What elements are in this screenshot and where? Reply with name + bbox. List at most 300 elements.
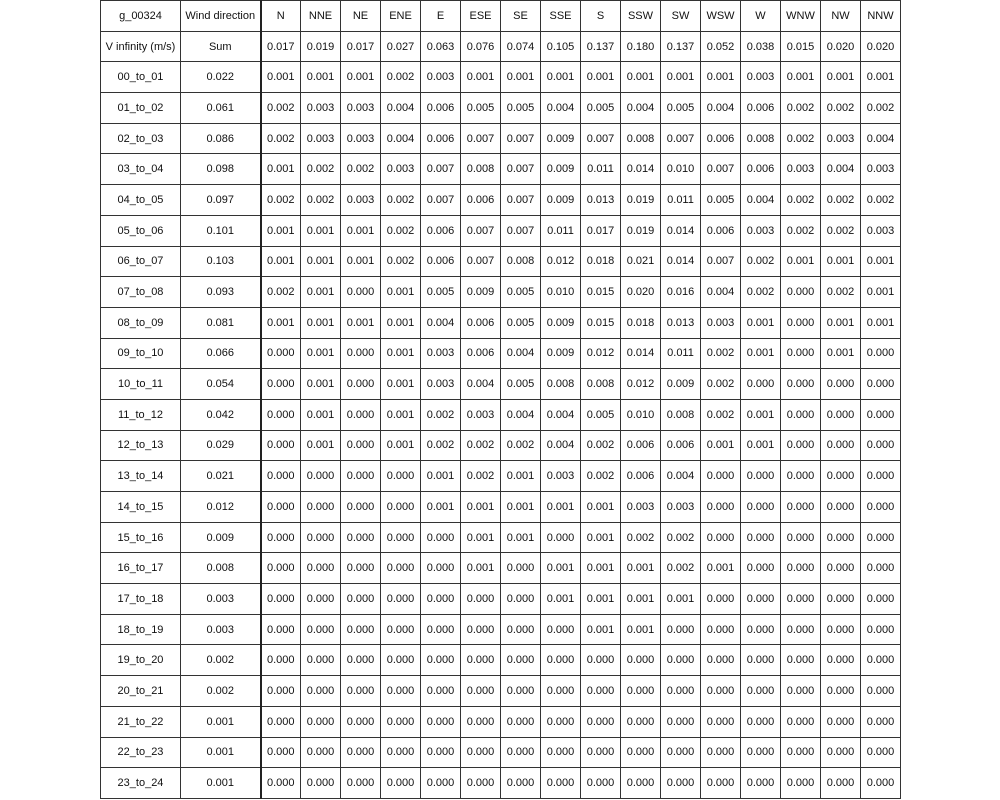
speed-bin-label: 13_to_14 [101,461,181,492]
frequency-cell: 0.008 [541,369,581,400]
frequency-cell: 0.000 [261,399,301,430]
frequency-cell: 0.001 [261,154,301,185]
frequency-cell: 0.013 [581,185,621,216]
frequency-cell: 0.001 [421,492,461,523]
speed-bin-label: 05_to_06 [101,215,181,246]
speed-bin-label: 22_to_23 [101,737,181,768]
frequency-cell: 0.000 [421,584,461,615]
direction-header: ESE [461,1,501,32]
frequency-cell: 0.007 [421,154,461,185]
frequency-cell: 0.000 [781,369,821,400]
frequency-cell: 0.000 [261,522,301,553]
frequency-cell: 0.002 [741,246,781,277]
frequency-cell: 0.001 [501,522,541,553]
frequency-cell: 0.000 [341,768,381,799]
frequency-cell: 0.004 [381,93,421,124]
frequency-cell: 0.000 [781,492,821,523]
frequency-cell: 0.008 [741,123,781,154]
frequency-cell: 0.000 [741,645,781,676]
frequency-cell: 0.003 [461,399,501,430]
frequency-cell: 0.002 [341,154,381,185]
frequency-cell: 0.008 [461,154,501,185]
frequency-cell: 0.000 [781,614,821,645]
frequency-cell: 0.000 [581,737,621,768]
direction-sum-cell: 0.180 [621,31,661,62]
frequency-cell: 0.001 [741,307,781,338]
frequency-cell: 0.000 [701,492,741,523]
direction-header: ENE [381,1,421,32]
direction-sum-cell: 0.015 [781,31,821,62]
frequency-cell: 0.002 [421,399,461,430]
frequency-cell: 0.008 [501,246,541,277]
frequency-cell: 0.000 [341,584,381,615]
frequency-cell: 0.002 [861,185,901,216]
frequency-cell: 0.006 [421,93,461,124]
row-sum-cell: 0.002 [181,645,261,676]
frequency-cell: 0.000 [261,369,301,400]
frequency-cell: 0.012 [581,338,621,369]
speed-bin-label: 18_to_19 [101,614,181,645]
frequency-cell: 0.000 [381,614,421,645]
frequency-cell: 0.004 [501,338,541,369]
frequency-cell: 0.008 [581,369,621,400]
frequency-cell: 0.003 [741,62,781,93]
frequency-cell: 0.000 [821,676,861,707]
direction-sum-cell: 0.052 [701,31,741,62]
speed-bin-label: 03_to_04 [101,154,181,185]
frequency-cell: 0.000 [741,584,781,615]
frequency-cell: 0.002 [261,185,301,216]
frequency-cell: 0.001 [261,246,301,277]
speed-bin-label: 08_to_09 [101,307,181,338]
frequency-cell: 0.002 [661,553,701,584]
frequency-cell: 0.001 [661,62,701,93]
frequency-cell: 0.000 [341,430,381,461]
frequency-cell: 0.000 [381,645,421,676]
speed-bin-label: 20_to_21 [101,676,181,707]
frequency-cell: 0.014 [661,246,701,277]
frequency-cell: 0.006 [621,461,661,492]
frequency-cell: 0.000 [341,737,381,768]
table-row [101,277,901,308]
frequency-cell: 0.009 [541,185,581,216]
frequency-cell: 0.011 [581,154,621,185]
frequency-cell: 0.000 [501,614,541,645]
frequency-cell: 0.000 [381,461,421,492]
frequency-cell: 0.000 [661,676,701,707]
frequency-cell: 0.000 [861,645,901,676]
row-header-label: V infinity (m/s) [101,31,181,62]
direction-header: W [741,1,781,32]
frequency-cell: 0.000 [581,676,621,707]
frequency-cell: 0.000 [541,706,581,737]
frequency-cell: 0.001 [781,246,821,277]
frequency-cell: 0.003 [421,62,461,93]
frequency-cell: 0.000 [341,399,381,430]
speed-bin-label: 01_to_02 [101,93,181,124]
frequency-cell: 0.003 [301,123,341,154]
frequency-cell: 0.000 [821,584,861,615]
frequency-cell: 0.000 [621,768,661,799]
frequency-cell: 0.009 [541,307,581,338]
direction-header: NE [341,1,381,32]
frequency-cell: 0.000 [261,430,301,461]
frequency-cell: 0.000 [501,676,541,707]
row-sum-cell: 0.003 [181,584,261,615]
frequency-cell: 0.000 [421,522,461,553]
frequency-cell: 0.000 [301,676,341,707]
frequency-cell: 0.009 [661,369,701,400]
frequency-cell: 0.001 [581,492,621,523]
frequency-cell: 0.021 [621,246,661,277]
table-row [101,614,901,645]
frequency-cell: 0.002 [581,430,621,461]
frequency-cell: 0.009 [541,123,581,154]
speed-bin-label: 23_to_24 [101,768,181,799]
frequency-cell: 0.001 [301,215,341,246]
frequency-cell: 0.000 [421,706,461,737]
frequency-cell: 0.006 [701,123,741,154]
frequency-cell: 0.000 [781,522,821,553]
speed-bin-label: 12_to_13 [101,430,181,461]
frequency-cell: 0.005 [501,307,541,338]
frequency-cell: 0.007 [501,123,541,154]
frequency-cell: 0.000 [461,614,501,645]
frequency-cell: 0.000 [341,706,381,737]
row-sum-cell: 0.001 [181,737,261,768]
frequency-cell: 0.003 [381,154,421,185]
frequency-cell: 0.001 [821,307,861,338]
frequency-cell: 0.003 [741,215,781,246]
frequency-cell: 0.000 [501,553,541,584]
frequency-cell: 0.000 [381,768,421,799]
table-row [101,185,901,216]
frequency-cell: 0.000 [461,706,501,737]
frequency-cell: 0.006 [421,246,461,277]
frequency-cell: 0.002 [421,430,461,461]
frequency-cell: 0.000 [661,614,701,645]
frequency-cell: 0.000 [821,492,861,523]
frequency-cell: 0.000 [741,553,781,584]
frequency-cell: 0.000 [861,584,901,615]
frequency-cell: 0.015 [581,277,621,308]
frequency-cell: 0.000 [341,461,381,492]
frequency-cell: 0.014 [661,215,701,246]
frequency-cell: 0.005 [701,185,741,216]
table-row [101,307,901,338]
frequency-cell: 0.004 [421,307,461,338]
frequency-cell: 0.001 [541,62,581,93]
frequency-cell: 0.004 [541,93,581,124]
frequency-cell: 0.003 [701,307,741,338]
frequency-cell: 0.002 [821,185,861,216]
direction-header: NNW [861,1,901,32]
frequency-cell: 0.018 [621,307,661,338]
frequency-cell: 0.006 [461,185,501,216]
frequency-cell: 0.000 [341,369,381,400]
frequency-cell: 0.000 [741,676,781,707]
row-sum-cell: 0.042 [181,399,261,430]
frequency-cell: 0.000 [781,584,821,615]
frequency-cell: 0.000 [261,492,301,523]
wind-direction-header: Wind direction [181,1,261,32]
frequency-cell: 0.008 [661,399,701,430]
frequency-cell: 0.005 [661,93,701,124]
direction-sum-cell: 0.063 [421,31,461,62]
frequency-cell: 0.002 [781,123,821,154]
frequency-cell: 0.005 [421,277,461,308]
frequency-cell: 0.001 [861,277,901,308]
frequency-cell: 0.002 [781,215,821,246]
frequency-cell: 0.000 [821,369,861,400]
frequency-cell: 0.000 [381,492,421,523]
frequency-cell: 0.000 [301,614,341,645]
frequency-cell: 0.000 [701,522,741,553]
frequency-cell: 0.001 [341,62,381,93]
frequency-cell: 0.000 [501,768,541,799]
frequency-cell: 0.011 [541,215,581,246]
frequency-cell: 0.004 [821,154,861,185]
frequency-cell: 0.001 [621,62,661,93]
frequency-cell: 0.006 [701,215,741,246]
frequency-cell: 0.000 [261,338,301,369]
frequency-cell: 0.000 [381,737,421,768]
frequency-cell: 0.000 [341,645,381,676]
frequency-cell: 0.000 [381,676,421,707]
direction-sum-cell: 0.020 [821,31,861,62]
direction-sum-cell: 0.019 [301,31,341,62]
frequency-cell: 0.000 [301,522,341,553]
direction-sum-cell: 0.027 [381,31,421,62]
table-row [101,62,901,93]
frequency-cell: 0.000 [421,614,461,645]
speed-bin-label: 04_to_05 [101,185,181,216]
frequency-cell: 0.002 [461,461,501,492]
frequency-cell: 0.004 [741,185,781,216]
frequency-cell: 0.000 [821,430,861,461]
direction-sum-cell: 0.038 [741,31,781,62]
frequency-cell: 0.002 [701,369,741,400]
frequency-cell: 0.001 [301,246,341,277]
frequency-cell: 0.005 [461,93,501,124]
direction-header: SE [501,1,541,32]
frequency-cell: 0.007 [701,154,741,185]
row-sum-cell: 0.061 [181,93,261,124]
frequency-cell: 0.001 [621,614,661,645]
table-row [101,369,901,400]
row-sum-cell: 0.086 [181,123,261,154]
frequency-cell: 0.000 [781,399,821,430]
frequency-cell: 0.016 [661,277,701,308]
direction-header: N [261,1,301,32]
frequency-cell: 0.004 [701,277,741,308]
frequency-cell: 0.001 [741,430,781,461]
frequency-cell: 0.007 [461,215,501,246]
frequency-cell: 0.001 [381,430,421,461]
frequency-cell: 0.003 [661,492,701,523]
frequency-cell: 0.001 [741,399,781,430]
row-sum-cell: 0.066 [181,338,261,369]
frequency-cell: 0.005 [501,369,541,400]
frequency-cell: 0.000 [741,369,781,400]
frequency-cell: 0.000 [861,768,901,799]
frequency-cell: 0.002 [381,246,421,277]
direction-header: NNE [301,1,341,32]
frequency-cell: 0.000 [661,645,701,676]
table-row [101,706,901,737]
frequency-cell: 0.004 [381,123,421,154]
frequency-cell: 0.000 [781,461,821,492]
frequency-cell: 0.003 [421,338,461,369]
frequency-cell: 0.001 [821,246,861,277]
frequency-cell: 0.001 [861,62,901,93]
frequency-cell: 0.000 [781,676,821,707]
frequency-cell: 0.003 [541,461,581,492]
frequency-cell: 0.004 [701,93,741,124]
frequency-cell: 0.002 [501,430,541,461]
frequency-cell: 0.001 [301,307,341,338]
frequency-cell: 0.009 [541,154,581,185]
frequency-cell: 0.001 [701,553,741,584]
frequency-cell: 0.002 [821,93,861,124]
frequency-cell: 0.001 [501,461,541,492]
frequency-cell: 0.002 [381,215,421,246]
frequency-cell: 0.013 [661,307,701,338]
direction-header: NW [821,1,861,32]
frequency-cell: 0.000 [501,737,541,768]
frequency-cell: 0.000 [421,553,461,584]
frequency-cell: 0.000 [541,737,581,768]
frequency-cell: 0.001 [301,369,341,400]
frequency-cell: 0.010 [621,399,661,430]
table-row [101,645,901,676]
frequency-cell: 0.007 [501,154,541,185]
frequency-cell: 0.012 [621,369,661,400]
frequency-cell: 0.000 [341,522,381,553]
frequency-cell: 0.000 [781,430,821,461]
frequency-cell: 0.000 [741,522,781,553]
frequency-cell: 0.000 [461,645,501,676]
frequency-cell: 0.000 [821,461,861,492]
frequency-cell: 0.005 [501,93,541,124]
frequency-cell: 0.006 [741,93,781,124]
frequency-cell: 0.000 [421,645,461,676]
direction-sum-cell: 0.017 [261,31,301,62]
speed-bin-label: 14_to_15 [101,492,181,523]
frequency-cell: 0.000 [821,737,861,768]
frequency-cell: 0.000 [861,461,901,492]
frequency-cell: 0.001 [701,430,741,461]
frequency-cell: 0.000 [821,768,861,799]
frequency-cell: 0.002 [741,277,781,308]
frequency-cell: 0.010 [661,154,701,185]
frequency-cell: 0.009 [541,338,581,369]
table-row [101,768,901,799]
frequency-cell: 0.000 [861,614,901,645]
row-sum-cell: 0.101 [181,215,261,246]
frequency-cell: 0.000 [821,614,861,645]
frequency-cell: 0.000 [621,706,661,737]
frequency-cell: 0.001 [701,62,741,93]
frequency-cell: 0.000 [381,522,421,553]
frequency-cell: 0.003 [341,93,381,124]
row-sum-cell: 0.029 [181,430,261,461]
frequency-cell: 0.005 [581,399,621,430]
frequency-cell: 0.007 [421,185,461,216]
frequency-cell: 0.000 [461,584,501,615]
frequency-cell: 0.000 [701,676,741,707]
frequency-cell: 0.002 [461,430,501,461]
row-sum-cell: 0.008 [181,553,261,584]
speed-bin-label: 06_to_07 [101,246,181,277]
row-sum-cell: 0.009 [181,522,261,553]
frequency-cell: 0.000 [781,307,821,338]
frequency-cell: 0.000 [261,706,301,737]
frequency-cell: 0.001 [301,399,341,430]
table-row [101,522,901,553]
frequency-cell: 0.000 [861,737,901,768]
frequency-cell: 0.000 [821,399,861,430]
table-row [101,93,901,124]
speed-bin-label: 21_to_22 [101,706,181,737]
frequency-cell: 0.003 [821,123,861,154]
frequency-cell: 0.000 [261,461,301,492]
frequency-cell: 0.001 [421,461,461,492]
frequency-cell: 0.001 [501,62,541,93]
frequency-cell: 0.003 [861,215,901,246]
frequency-cell: 0.002 [261,93,301,124]
frequency-cell: 0.006 [741,154,781,185]
frequency-cell: 0.007 [581,123,621,154]
frequency-cell: 0.000 [701,706,741,737]
table-row [101,338,901,369]
frequency-cell: 0.010 [541,277,581,308]
row-sum-cell: 0.097 [181,185,261,216]
frequency-cell: 0.001 [621,553,661,584]
frequency-cell: 0.007 [661,123,701,154]
frequency-cell: 0.000 [781,553,821,584]
frequency-cell: 0.006 [421,123,461,154]
frequency-cell: 0.000 [701,584,741,615]
frequency-cell: 0.001 [261,307,301,338]
direction-header: E [421,1,461,32]
frequency-cell: 0.000 [581,645,621,676]
frequency-cell: 0.000 [421,768,461,799]
frequency-cell: 0.001 [461,492,501,523]
frequency-cell: 0.014 [621,154,661,185]
frequency-cell: 0.006 [621,430,661,461]
frequency-cell: 0.001 [581,553,621,584]
speed-bin-label: 15_to_16 [101,522,181,553]
frequency-cell: 0.000 [541,676,581,707]
frequency-cell: 0.001 [381,338,421,369]
frequency-cell: 0.017 [581,215,621,246]
frequency-cell: 0.006 [461,338,501,369]
frequency-cell: 0.000 [861,706,901,737]
frequency-cell: 0.001 [381,307,421,338]
frequency-cell: 0.003 [341,123,381,154]
frequency-cell: 0.000 [781,645,821,676]
row-sum-cell: 0.081 [181,307,261,338]
frequency-cell: 0.005 [501,277,541,308]
table-row [101,215,901,246]
frequency-cell: 0.000 [701,645,741,676]
frequency-cell: 0.000 [261,584,301,615]
frequency-cell: 0.000 [261,737,301,768]
frequency-cell: 0.000 [261,553,301,584]
frequency-cell: 0.001 [301,430,341,461]
frequency-cell: 0.001 [821,62,861,93]
